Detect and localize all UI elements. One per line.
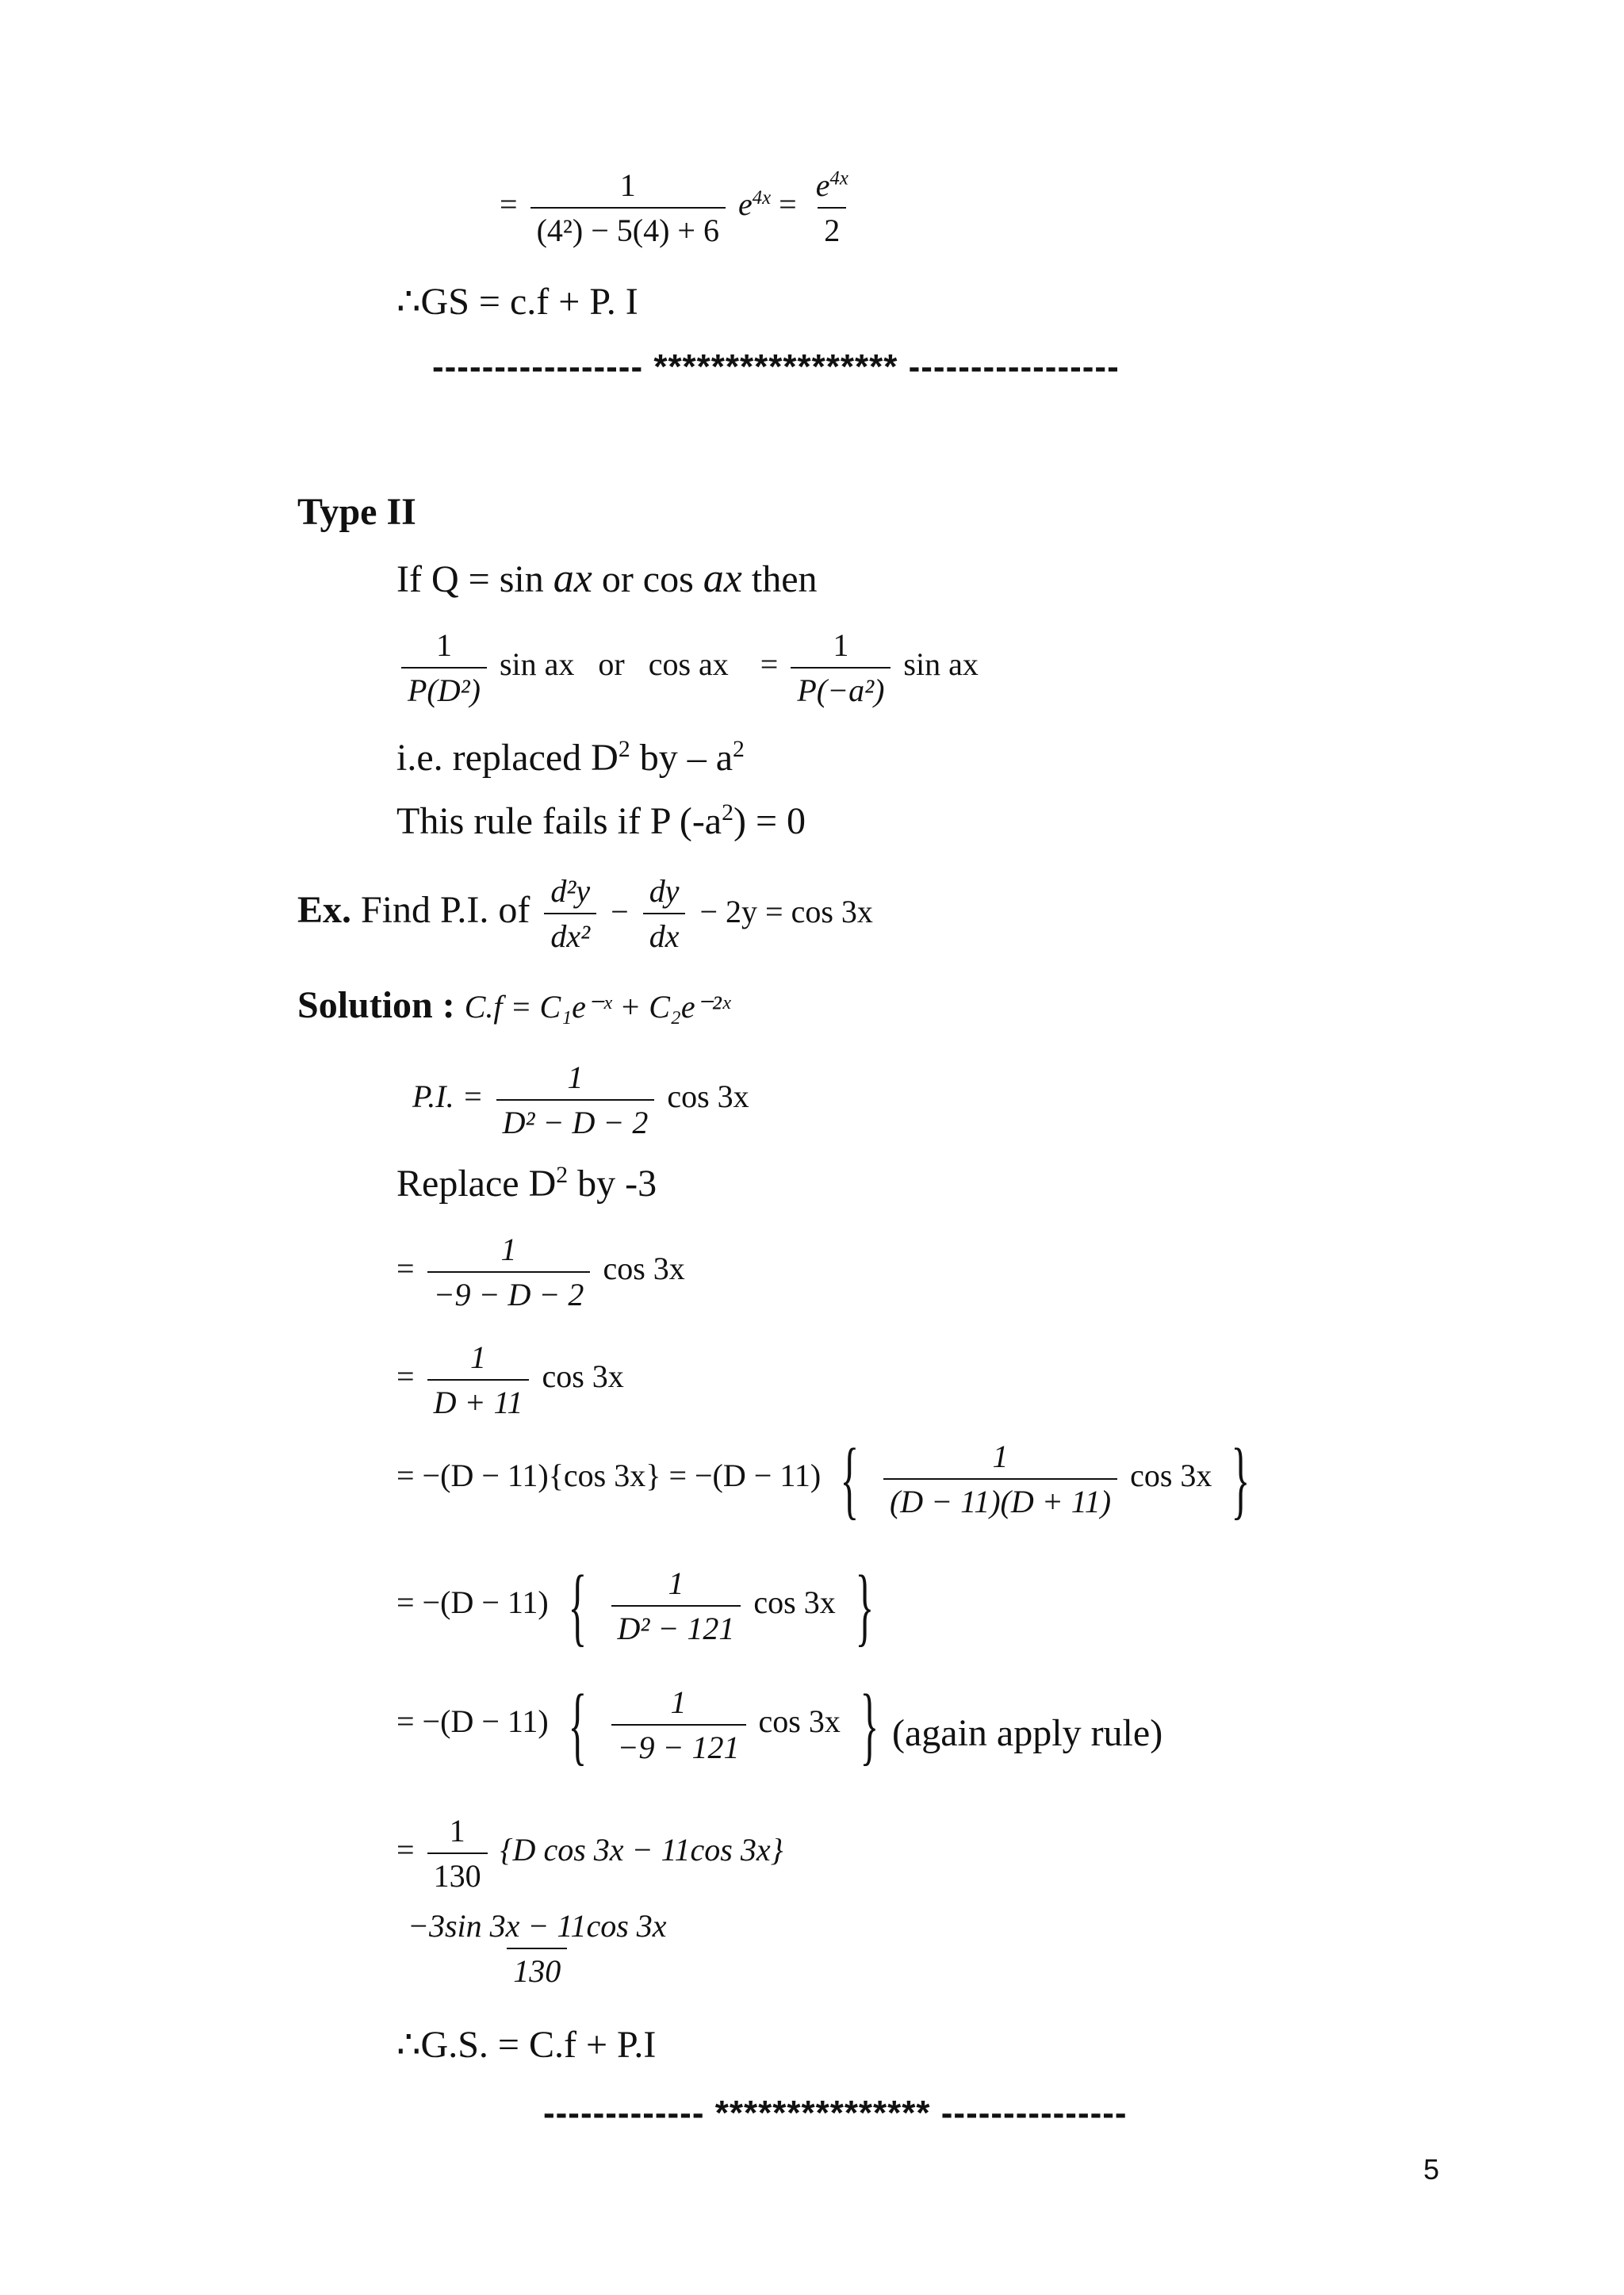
- fraction: $\frac{-3\sin 3x - 11\cos 3x}{130}$: [408, 1908, 667, 1989]
- fraction: [810, 167, 855, 249]
- rule-formula: $\frac{1}{\text{P(D²)}}$ sin ax or cos ax = $\frac{1}{\text{P(−a²)}}$ sin ax: [396, 626, 979, 709]
- denominator: 2: [818, 207, 846, 249]
- numerator: 1: [619, 167, 636, 203]
- section-heading: Type II: [297, 491, 416, 533]
- final-general-solution: ∴G.S. = C.f + P.I: [396, 2024, 657, 2066]
- step-note: (again apply rule): [892, 1712, 1163, 1754]
- example-statement: Ex. Find P.I. of $\frac{\text{d²y}}{\text{dx²}}$ − $\frac{dy}{dx}$ − 2y = cos 3x: [297, 873, 873, 954]
- step-3: = −(D − 11){cos 3x} = −(D − 11) { $\frac{1}{(D - 11)(D + 11)}$ cos 3x }: [396, 1431, 1251, 1527]
- fraction: $\frac{1}{\text{P(−a²)}}$: [791, 626, 891, 709]
- pi-definition: P.I. = $\frac{1}{\text{D² − D − 2}}$ cos 3x: [412, 1059, 749, 1140]
- solution-cf: Solution : C.f = C₁e⁻ˣ + C₂e⁻²ˣ: [297, 984, 730, 1026]
- denominator: (4²) − 5(4) + 6: [530, 207, 726, 249]
- step-1: = $\frac{1}{-9 - D - 2}$ cos 3x: [396, 1232, 685, 1312]
- step-6: = $\frac{1}{130}$ {D cos 3x − 11cos 3x}: [396, 1813, 783, 1894]
- fraction: $\frac{1}{D + 11}$: [427, 1339, 530, 1421]
- exp-base: e: [737, 186, 753, 223]
- step-5: = −(D − 11) { $\frac{1}{-9 - 121}$ cos 3x }: [396, 1676, 879, 1773]
- rule-statement: If Q = sin ax or cos ax then: [396, 556, 818, 601]
- failure-note: This rule fails if P $(-a^2) = 0$: [396, 799, 806, 842]
- fraction: $\frac{1}{\text{D² − D − 2}}$: [496, 1059, 655, 1141]
- fraction: $\frac{\text{d²y}}{\text{dx²}}$: [544, 872, 596, 955]
- step-2: = $\frac{1}{D + 11}$ cos 3x: [396, 1339, 624, 1420]
- fraction: [530, 167, 726, 249]
- fraction: $\frac{1}{130}$: [427, 1812, 488, 1895]
- equals-sign: =: [500, 186, 518, 223]
- fraction: $\frac{dy}{dx}$: [643, 872, 686, 955]
- equals-sign: =: [779, 186, 797, 223]
- numerator: $e^{4x}$: [815, 167, 848, 203]
- fraction: $\frac{1}{\text{D² − 121}}$: [611, 1565, 741, 1647]
- exp-power: 4x: [752, 186, 772, 209]
- top-equation: [500, 167, 860, 249]
- fraction: $\frac{1}{-9 - 121}$: [611, 1684, 746, 1766]
- fraction: $\frac{1}{\text{P(D²)}}$: [401, 626, 487, 709]
- replace-note: i.e. replaced $D^2$ by – $a^2$: [396, 736, 745, 779]
- replace-step: Replace $D^2$ by -3: [396, 1162, 657, 1205]
- page-number: 5: [1423, 2153, 1440, 2186]
- step-7: [396, 1907, 678, 1990]
- step-4: = −(D − 11) { $\frac{1}{\text{D² − 121}}$ cos 3x }: [396, 1557, 875, 1654]
- section-separator: ----------------- ***************** -----------------: [432, 347, 1120, 386]
- fraction: $\frac{1}{-9 - D - 2}$: [427, 1231, 591, 1313]
- section-separator: ------------- *************** ---------------: [543, 2094, 1128, 2132]
- general-solution-line: ∴GS = c.f + P. I: [396, 281, 638, 323]
- fraction: $\frac{1}{(D - 11)(D + 11)}$: [883, 1438, 1117, 1520]
